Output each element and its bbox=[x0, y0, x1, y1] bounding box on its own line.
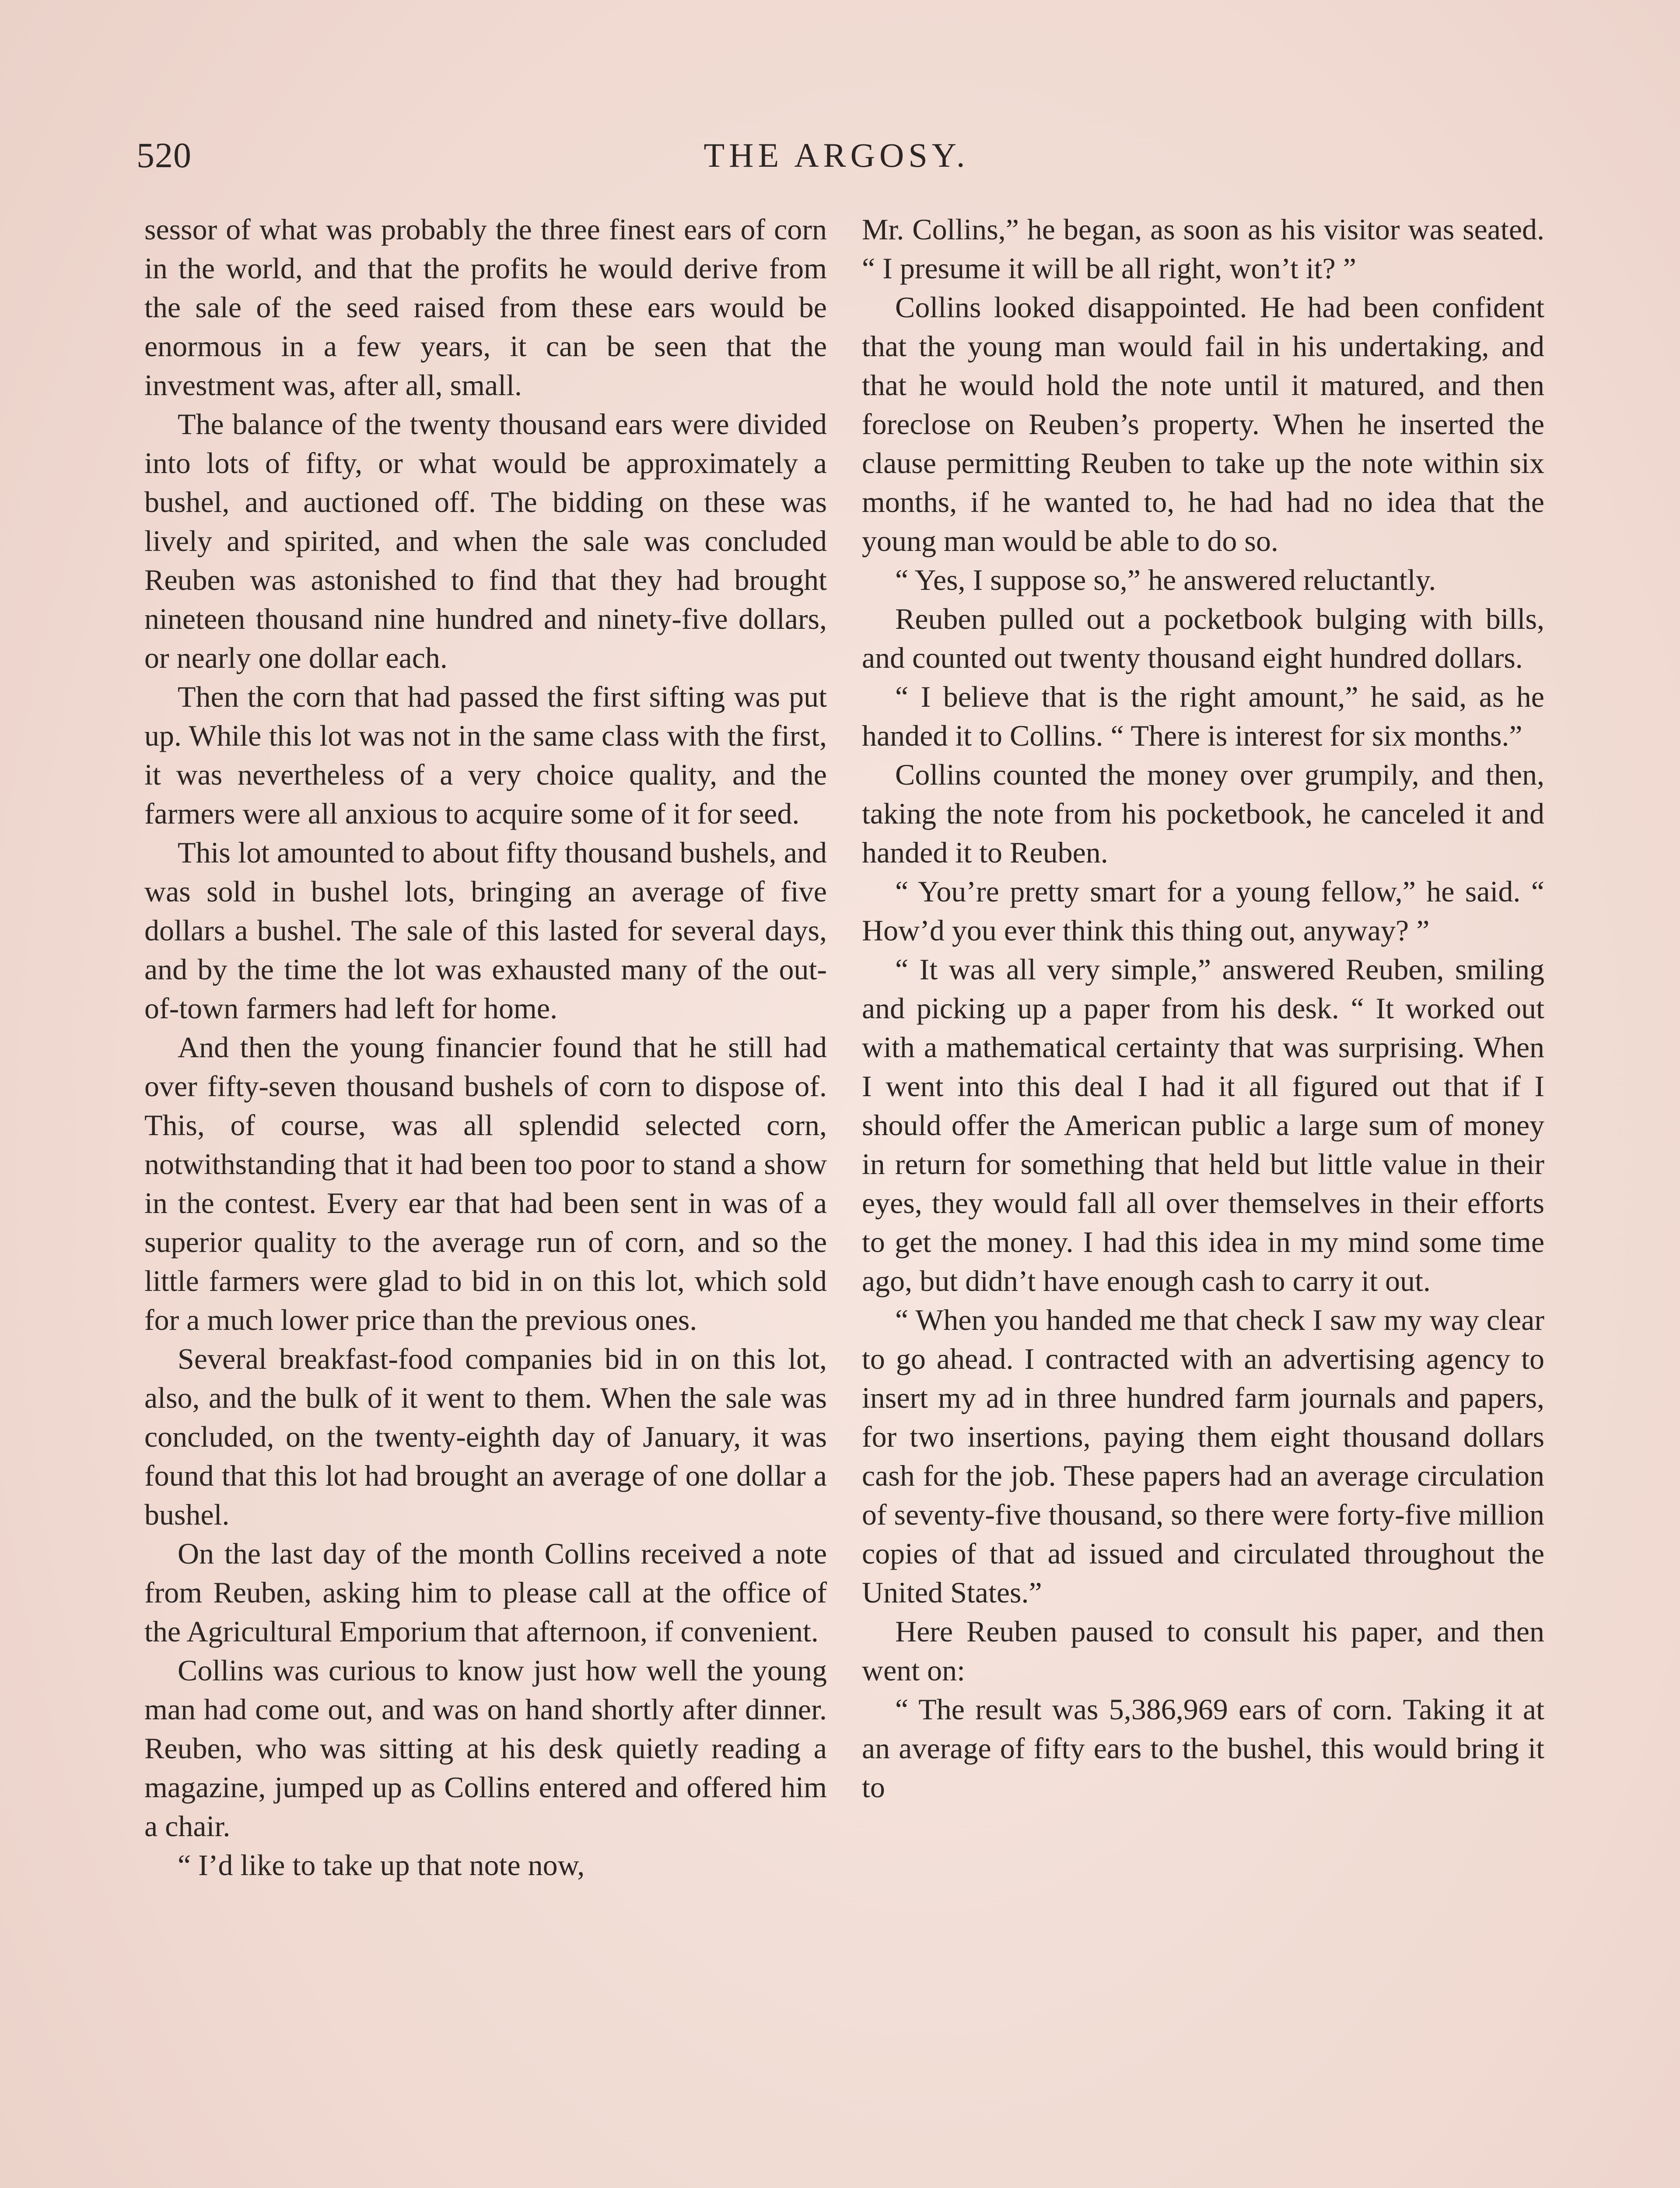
running-head-title: THE ARGOSY. bbox=[704, 136, 970, 174]
paragraph: “ When you handed me that check I saw my way clear to go ahead. I contracted with an advertising agency to insert my ad in three hundred farm journals and papers, for two insertions, paying them eight thousand dollars cash for the job. These papers had an average circulation of seventy-five thousand, so there were forty-five million copies of that ad issued and circulated throughout the United States.” bbox=[862, 1303, 1544, 1609]
paragraph: On the last day of the month Collins received a note from Reuben, asking him to please call at the office of the Agricultural Emporium that afternoon, if convenient. bbox=[144, 1537, 827, 1648]
paragraph: This lot amounted to about fifty thousand bushels, and was sold in bushel lots, bringing an average of five dollars a bushel. The sale of this lasted for several days, and by the time the lot was exhausted many of the out-of-town farmers had left for home. bbox=[144, 836, 827, 1025]
paragraph: “ You’re pretty smart for a young fellow,” he said. “ How’d you ever think this thing out, anyway? ” bbox=[862, 875, 1544, 947]
paragraph: Mr. Collins,” he began, as soon as his visitor was seated. “ I presume it will be all right, won’t it? ” bbox=[862, 213, 1544, 285]
page-header bbox=[136, 131, 1536, 179]
paragraph: Collins looked disappointed. He had been confident that the young man would fail in his undertaking, and that he would hold the note until it matured, and then foreclose on Reuben’s property. When he inserted the clause permitting Reuben to take up the note within six months, if he wanted to, he had had no idea that the young man would be able to do so. bbox=[862, 291, 1544, 558]
paragraph: Then the corn that had passed the first sifting was put up. While this lot was not in the same class with the first, it was nevertheless of a very choice quality, and the farmers were all anxious to acquire some of it for seed. bbox=[144, 680, 827, 830]
paragraph: “ I believe that is the right amount,” he said, as he handed it to Collins. “ There is interest for six months.” bbox=[862, 680, 1544, 752]
paragraph: Reuben pulled out a pocketbook bulging with bills, and counted out twenty thousand eight hundred dollars. bbox=[862, 602, 1544, 674]
paragraph: And then the young financier found that he still had over fifty-seven thousand bushels of corn to dispose of. This, of course, was all splendid selected corn, notwithstanding that it had been too poor to stand a show in the contest. Every ear that had been sent in was of a superior quality to the average run of corn, and so the little farmers were glad to bid in on this lot, which sold for a much lower price than the previous ones. bbox=[144, 1031, 827, 1336]
paragraph: sessor of what was probably the three finest ears of corn in the world, and that the profits he would derive from the sale of the seed raised from these ears would be enormous in a few years, it can be seen that the investment was, after all, small. bbox=[144, 213, 827, 402]
paragraph: “ I’d like to take up that note now, bbox=[178, 1848, 585, 1882]
paragraph: “ The result was 5,386,969 ears of corn. Taking it at an average of fifty ears to the bushel, this would bring it to bbox=[862, 1693, 1544, 1804]
left-text-column bbox=[144, 210, 827, 1885]
right-text-column bbox=[862, 210, 1544, 1807]
paragraph: Several breakfast-food companies bid in on this lot, also, and the bulk of it went to them. When the sale was concluded, on the twenty-eighth day of January, it was found that this lot had brought an average of one dollar a bushel. bbox=[144, 1342, 827, 1531]
paragraph: The balance of the twenty thousand ears were divided into lots of fifty, or what would be approximately a bushel, and auctioned off. The bidding on these was lively and spirited, and when the sale was concluded Reuben was astonished to find that they had brought nineteen thousand nine hundred and ninety-five dollars, or nearly one dollar each. bbox=[144, 407, 827, 674]
paragraph: “ It was all very simple,” answered Reuben, smiling and picking up a paper from his desk. “ It worked out with a mathematical certainty that was surprising. When I went into this deal I had it all figured out that if I should offer the American public a large sum of money in return for something that held but little value in their eyes, they would fall all over themselves in their efforts to get the money. I had this idea in my mind some time ago, but didn’t have enough cash to carry it out. bbox=[862, 953, 1544, 1297]
paragraph: Here Reuben paused to consult his paper, and then went on: bbox=[862, 1615, 1544, 1687]
paragraph: Collins was curious to know just how well the young man had come out, and was on hand shortly after dinner. Reuben, who was sitting at his desk quietly reading a magazine, jumped up as Collins entered and offered him a chair. bbox=[144, 1654, 827, 1843]
paragraph: “ Yes, I suppose so,” he answered reluctantly. bbox=[895, 563, 1436, 596]
paragraph: Collins counted the money over grumpily, and then, taking the note from his pocketbook, he canceled it and handed it to Reuben. bbox=[862, 758, 1544, 869]
page-number: 520 bbox=[136, 135, 192, 175]
